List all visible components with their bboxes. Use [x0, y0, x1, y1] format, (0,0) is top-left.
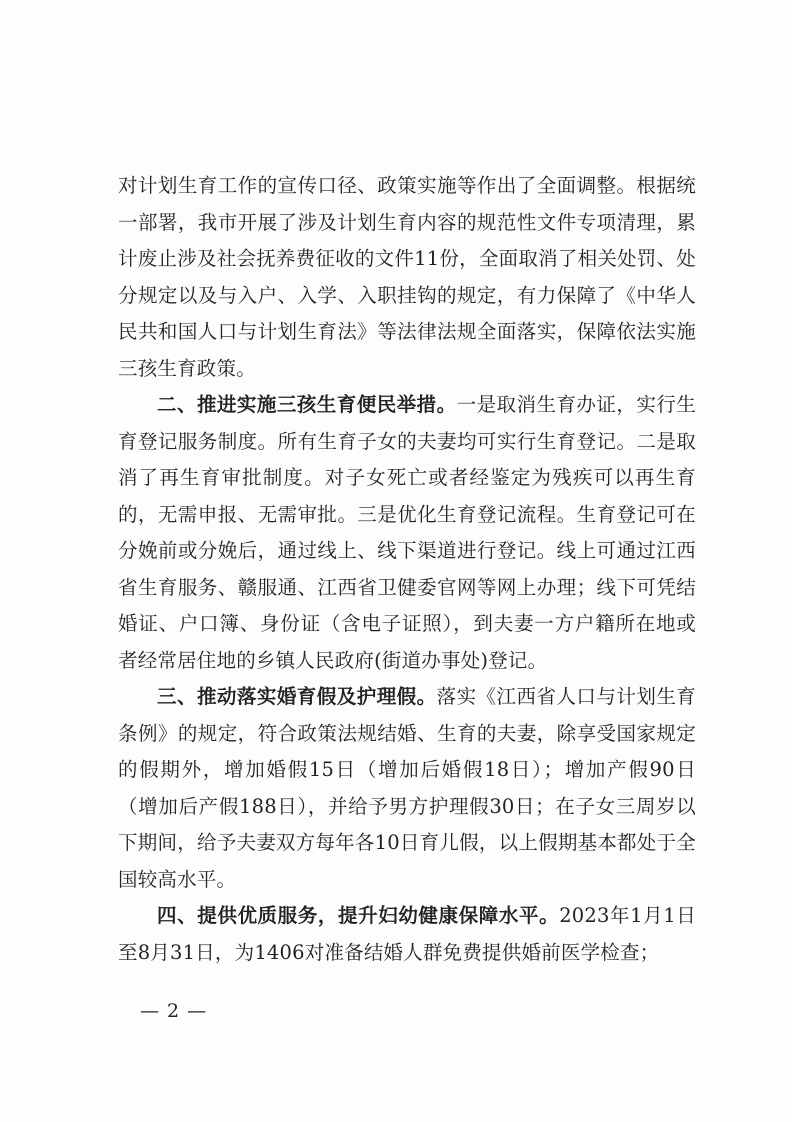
paragraph-intro — [118, 168, 696, 387]
page-number: — 2 — — [140, 1000, 208, 1022]
paragraph-text: 落实《江西省人口与计划生育条例》的规定，符合政策法规结婚、生育的夫妻，除享受国家规定的假期外，增加婚假15日（增加后婚假18日）；增加产假90日（增加后产假188日），并给予男方护理假30日；在子女三周岁以下期间，给予夫妻双方每年各10日育儿假，以上假期基本都处于全国较高水平。 — [118, 685, 696, 891]
section-heading: 四、提供优质服务，提升妇幼健康保障水平。 — [157, 904, 560, 927]
document-body — [118, 168, 696, 971]
section-heading: 二、推进实施三孩生育便民举措。 — [157, 393, 457, 416]
paragraph-text: 2023年1月1日至8月31日，为1406对准备结婚人群免费提供婚前医学检查； — [118, 904, 696, 964]
paragraph-text: 一是取消生育办证，实行生育登记服务制度。所有生育子女的夫妻均可实行生育登记。二是取消了再生育审批制度。对子女死亡或者经鉴定为残疾可以再生育的，无需申报、无需审批。三是优化生育登记流程。生育登记可在分娩前或分娩后，通过线上、线下渠道进行登记。线上可通过江西省生育服务、赣服通、江西省卫健委官网等网上办理；线下可凭结婚证、户口簿、身份证（含电子证照），到夫妻一方户籍所在地或者经常居住地的乡镇人民政府(街道办事处)登记。 — [118, 393, 696, 672]
paragraph-text: 对计划生育工作的宣传口径、政策实施等作出了全面调整。根据统一部署，我市开展了涉及计划生育内容的规范性文件专项清理，累计废止涉及社会抚养费征收的文件11份，全面取消了相关处罚、处分规定以及与入户、入学、入职挂钩的规定，有力保障了《中华人民共和国人口与计划生育法》等法律法规全面落实，保障依法实施三孩生育政策。 — [118, 174, 696, 380]
paragraph-section-4 — [118, 898, 696, 971]
section-heading: 三、推动落实婚育假及护理假。 — [157, 685, 437, 708]
paragraph-section-2 — [118, 387, 696, 679]
paragraph-section-3 — [118, 679, 696, 898]
